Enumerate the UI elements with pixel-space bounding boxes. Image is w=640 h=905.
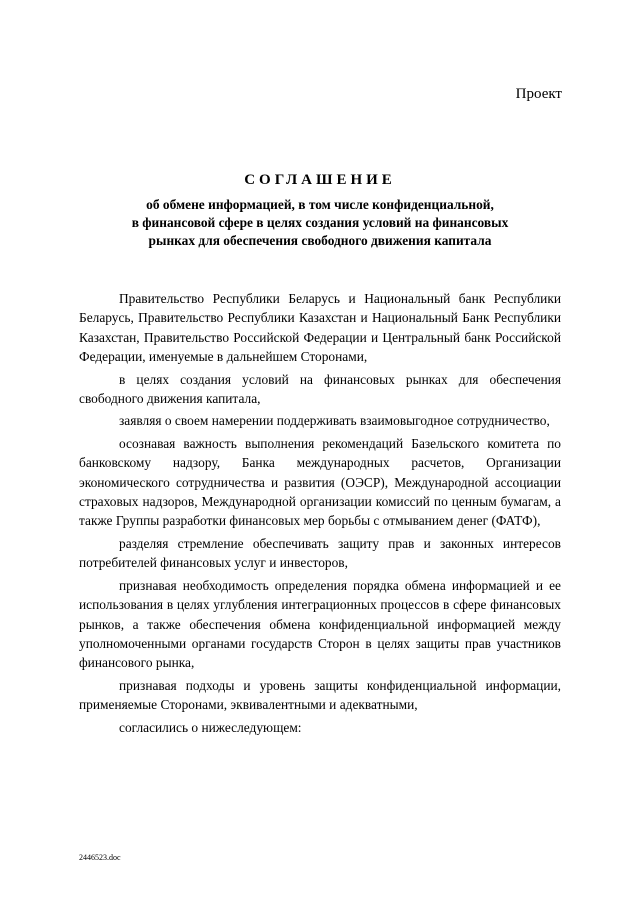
document-subtitle — [80, 196, 560, 250]
document-title: СОГЛАШЕНИЕ — [244, 172, 396, 188]
preamble — [79, 289, 561, 737]
paragraph-agreed: согласились о нижеследующем: — [119, 719, 302, 735]
paragraph-equivalence: признавая подходы и уровень защиты конфиденциальной информации, применяемые Сторонами, эквивалентными и адекватными, — [79, 677, 561, 713]
paragraph-purpose: в целях создания условий на финансовых рынках для обеспечения свободного движения капитала, — [79, 371, 561, 407]
draft-mark: Проект — [515, 86, 562, 102]
paragraph-exchange: признавая необходимость определения порядка обмена информацией и ее использования в целях углубления интеграционных процессов в сфере финансовых рынков, а также обеспечения обмена конфиденциальной информацией между уполномоченными органами государств Сторон в целях защиты прав участников финансового рынка, — [79, 577, 561, 671]
subtitle-line: в финансовой сфере в целях создания условий на финансовых — [131, 215, 509, 230]
paragraph-protection: разделяя стремление обеспечивать защиту прав и законных интересов потребителей финансовых услуг и инвесторов, — [79, 535, 561, 571]
paragraph-parties: Правительство Республики Беларусь и Национальный банк Республики Беларусь, Правительство Республики Казахстан и Национальный Банк Республики Казахстан, Правительство Российской Федерации и Центральный банк Российской Федерации, именуемые в дальнейшем Сторонами, — [79, 291, 561, 365]
file-name-footer: 2446523.doc — [79, 853, 121, 862]
subtitle-line: рынках для обеспечения свободного движения капитала — [148, 233, 492, 248]
paragraph-recommendations: осознавая важность выполнения рекомендаций Базельского комитета по банковскому надзору, Банка международных расчетов, Организации экономического сотрудничества и развития (ОЭСР), Международной ассоциации страховых надзоров, Международной организации комиссий по ценным бумагам, а также Группы разработки финансовых мер борьбы с отмыванием денег (ФАТФ), — [79, 435, 561, 529]
subtitle-line: об обмене информацией, в том числе конфиденциальной, — [146, 197, 494, 212]
paragraph-intent: заявляя о своем намерении поддерживать взаимовыгодное сотрудничество, — [119, 413, 550, 429]
